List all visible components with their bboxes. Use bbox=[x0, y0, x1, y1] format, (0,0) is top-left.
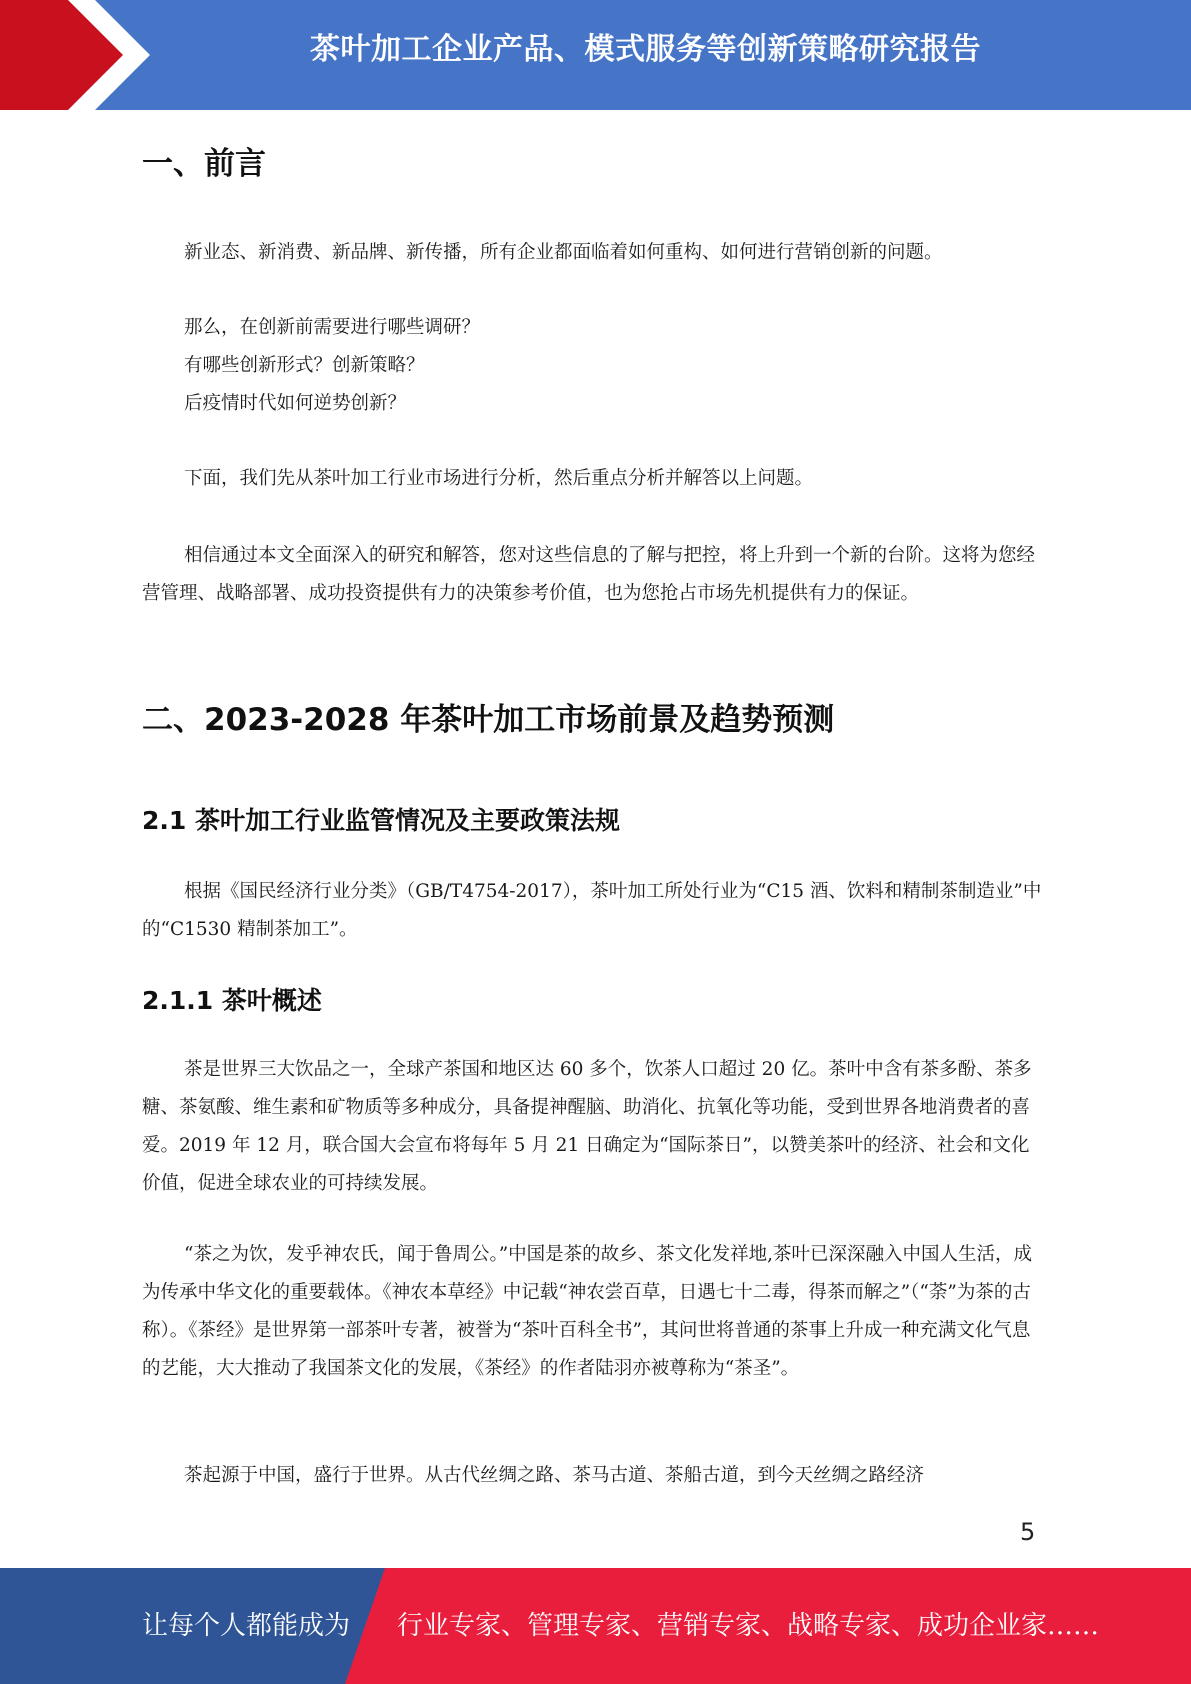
footer-banner bbox=[0, 1568, 1191, 1684]
preface-paragraph-2: 下面，我们先从茶叶加工行业市场进行分析，然后重点分析并解答以上问题。 bbox=[184, 468, 814, 489]
preface-paragraph-3: 相信通过本文全面深入的研究和解答，您对这些信息的了解与把控，将上升到一个新的台阶。这将为您经营管理、战略部署、成功投资提供有力的决策参考价值，也为您抢占市场先机提供有力的保证。 bbox=[142, 545, 1036, 604]
tea-overview-paragraph-1: 茶是世界三大饮品之一，全球产茶国和地区达 60 多个，饮茶人口超过 20 亿。茶叶中含有茶多酚、茶多糖、茶氨酸、维生素和矿物质等多种成分，具备提神醒脑、助消化、抗氧化等功能，受到世界各地消费者的喜爱。2019 年 12 月，联合国大会宣布将每年 5 月 21 日确定为“国际茶日”，以赞美茶叶的经济、社会和文化价值，促进全球农业的可持续发展。 bbox=[142, 1059, 1032, 1194]
report-title: 茶叶加工企业产品、模式服务等创新策略研究报告 bbox=[310, 32, 981, 67]
header-banner bbox=[0, 0, 1191, 110]
preface-question-3: 后疫情时代如何逆势创新？ bbox=[184, 393, 407, 414]
tea-overview-paragraph-2: “茶之为饮，发乎神农氏，闻于鲁周公。”中国是茶的故乡、茶文化发祥地,茶叶已深深融入中国人生活，成为传承中华文化的重要载体。《神农本草经》中记载“神农尝百草，日遇七十二毒，得茶而解之”（“荼”为茶的古称）。《茶经》是世界第一部茶叶专著，被誉为“茶叶百科全书”，其问世将普通的茶事上升成一种充满文化气息的艺能，大大推动了我国茶文化的发展，《茶经》的作者陆羽亦被尊称为“茶圣”。 bbox=[142, 1244, 1033, 1379]
subsection-heading-tea-overview: 2.1.1 茶叶概述 bbox=[142, 986, 322, 1015]
footer-slogan-left: 让每个人都能成为 bbox=[142, 1611, 351, 1641]
page-number: 5 bbox=[1020, 1518, 1036, 1546]
footer-slogan-right: 行业专家、管理专家、营销专家、战略专家、成功企业家…… bbox=[397, 1611, 1100, 1641]
chevron-arrow-icon bbox=[0, 0, 140, 110]
preface-question-1: 那么，在创新前需要进行哪些调研？ bbox=[184, 317, 481, 338]
tea-overview-paragraph-3: 茶起源于中国，盛行于世界。从古代丝绸之路、茶马古道、茶船古道，到今天丝绸之路经济 bbox=[184, 1465, 925, 1486]
regulation-paragraph: 根据《国民经济行业分类》（GB/T4754-2017），茶叶加工所处行业为“C15 酒、饮料和精制茶制造业”中的“C1530 精制茶加工”。 bbox=[142, 881, 1042, 940]
subsection-heading-regulation: 2.1 茶叶加工行业监管情况及主要政策法规 bbox=[142, 806, 620, 835]
preface-paragraph-1: 新业态、新消费、新品牌、新传播，所有企业都面临着如何重构、如何进行营销创新的问题。 bbox=[184, 242, 943, 263]
preface-question-2: 有哪些创新形式？创新策略？ bbox=[184, 355, 425, 376]
section-heading-preface: 一、前言 bbox=[142, 146, 266, 182]
section-heading-forecast: 二、2023-2028 年茶叶加工市场前景及趋势预测 bbox=[142, 702, 835, 738]
